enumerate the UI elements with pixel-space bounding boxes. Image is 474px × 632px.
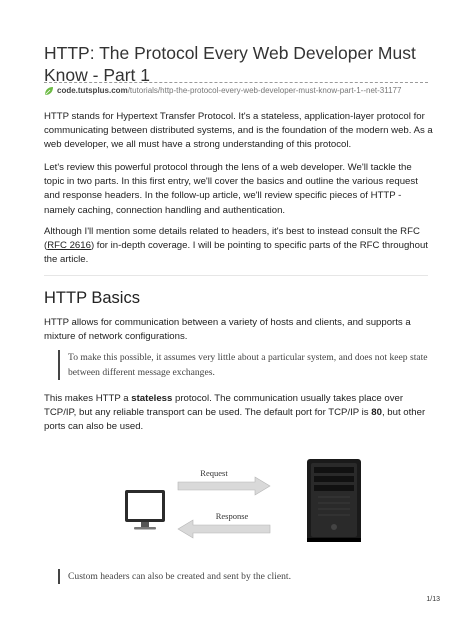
- blockquote-stateless: To make this possible, it assumes very little about a particular system, and does not keep state between different message exchanges.: [58, 350, 440, 380]
- intro-paragraph-3: Although I'll mention some details related to headers, it's best to instead consult the RFC (RFC 2616) for in-depth coverage. I will be pointing to specific parts of the RFC throughout the article.: [44, 226, 428, 266]
- server-icon: [307, 459, 361, 542]
- monitor-icon: [125, 490, 165, 530]
- title-divider: [44, 82, 428, 83]
- response-arrow: [178, 511, 270, 538]
- rfc-2616-link[interactable]: RFC 2616: [47, 240, 91, 252]
- page-number: 1/13: [426, 596, 440, 603]
- request-label: Request: [200, 468, 228, 478]
- blockquote-custom-headers: Custom headers can also be created and sent by the client.: [58, 569, 440, 584]
- section-paragraph-1: HTTP allows for communication between a variety of hosts and clients, and supports a mixture of network configurations.: [44, 317, 411, 343]
- request-arrow: [178, 468, 270, 495]
- source-url[interactable]: [44, 85, 401, 97]
- intro-paragraph-2: Let's review this powerful protocol through the lens of a web developer. We'll tackle the topic in two parts. In this first entry, we'll cover the basics and outline the various request and response headers. In the follow-up article, we'll review specific pieces of HTTP - namely caching, connection handling and authentication.: [44, 162, 418, 216]
- source-domain: code.tutsplus.com: [57, 86, 128, 95]
- intro-paragraph-1: HTTP stands for Hypertext Transfer Protocol. It's a stateless, application-layer protocol for communicating between distributed systems, and is the foundation of the modern web. As a web developer, we all must have a strong understanding of this protocol.: [44, 111, 433, 151]
- source-path: /tutorials/http-the-protocol-every-web-developer-must-know-part-1--net-31177: [127, 86, 402, 95]
- stateless-emphasis: stateless: [131, 393, 173, 404]
- section-divider: [44, 275, 428, 276]
- section-paragraph-2: This makes HTTP a stateless protocol. The communication usually takes place over TCP/IP, but any reliable transport can be used. The default port for TCP/IP is 80, but other ports can also be used.: [44, 393, 426, 433]
- client-server-diagram: [120, 455, 380, 545]
- response-label: Response: [215, 511, 249, 521]
- section-heading: HTTP Basics: [44, 289, 140, 307]
- port-emphasis: 80: [371, 407, 382, 419]
- article-title: HTTP: The Protocol Every Web Developer Must Know - Part 1: [44, 43, 416, 85]
- tutsplus-leaf-icon: [44, 86, 54, 96]
